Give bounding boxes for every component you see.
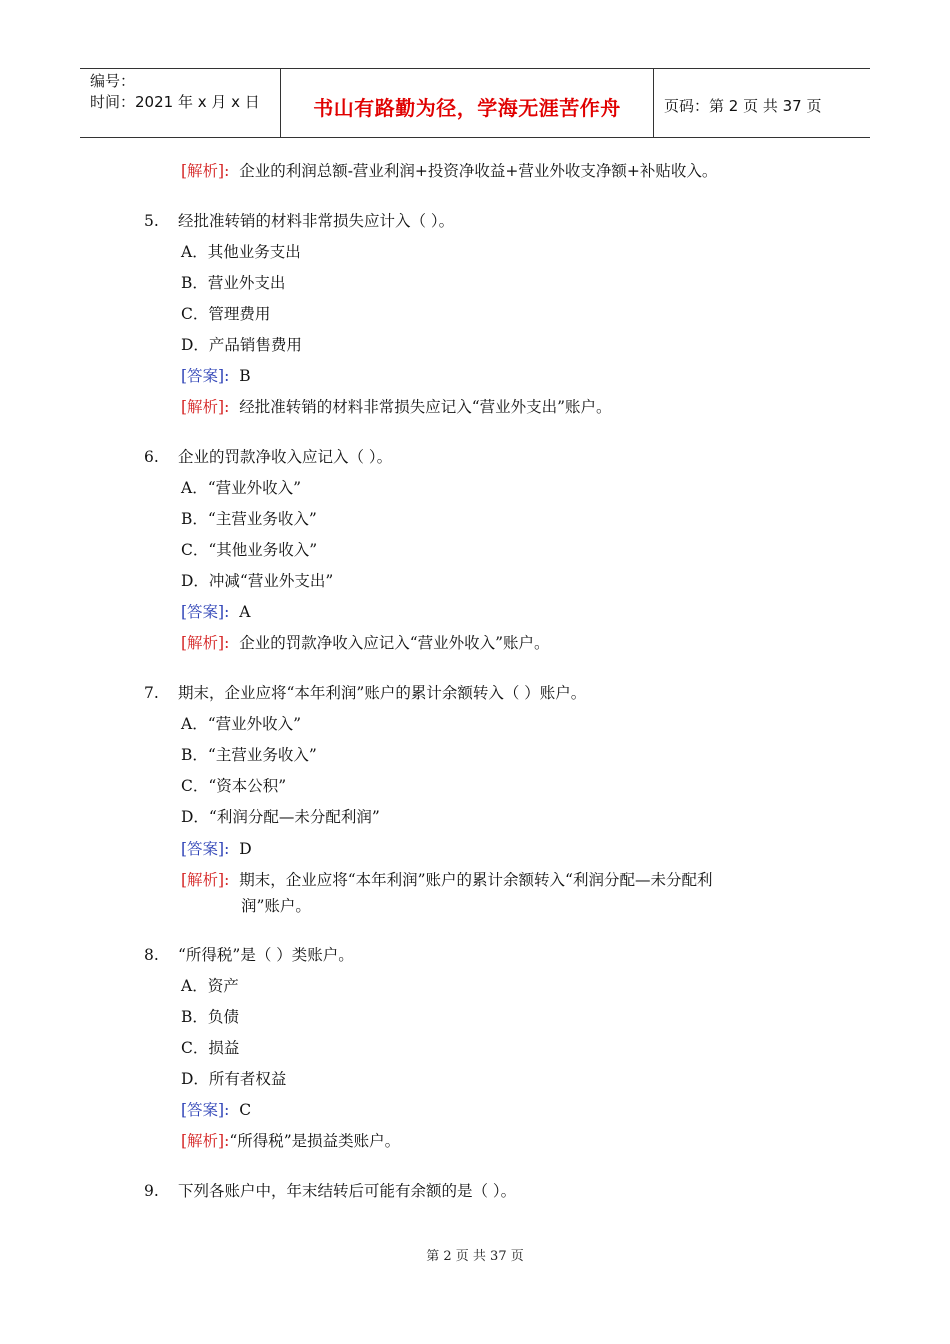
- code-label: 编号：: [90, 72, 136, 90]
- answer-tag: [答案]:: [181, 603, 230, 621]
- option-a: A．“营业外收入”: [181, 715, 302, 733]
- option-b: B．营业外支出: [181, 274, 286, 292]
- explain-tag: [解析]:: [181, 398, 230, 416]
- question-number: 8.: [144, 946, 159, 964]
- option-c: C．“资本公积”: [181, 777, 287, 795]
- page-header: [80, 68, 870, 138]
- explain-row: [181, 396, 612, 418]
- date-label: 时间：2021 年 x 月 x 日: [90, 93, 260, 111]
- question-number: 6.: [144, 448, 159, 466]
- answer-value: C: [239, 1101, 252, 1119]
- option-b: B．“主营业务收入”: [181, 510, 317, 528]
- question-8: [144, 944, 354, 966]
- answer-tag: [答案]:: [181, 1101, 230, 1119]
- question-text: “所得税”是（ ）类账户。: [178, 946, 354, 964]
- answer-tag: [答案]:: [181, 367, 230, 385]
- answer-row: [181, 838, 252, 860]
- question-text: 经批准转销的材料非常损失应计入（ ）。: [178, 212, 455, 230]
- header-meta: [80, 69, 281, 137]
- question-6: [144, 446, 392, 468]
- option-b: B．负债: [181, 1008, 239, 1026]
- explain-text: 企业的利润总额-营业利润+投资净收益+营业外收支净额+补贴收入。: [239, 162, 718, 180]
- question-text: 企业的罚款净收入应记入（ ）。: [178, 448, 393, 466]
- explain-row: [181, 869, 712, 891]
- explain-row: [181, 632, 550, 654]
- option-d: D．“利润分配—未分配利润”: [181, 808, 380, 826]
- answer-value: D: [239, 840, 252, 858]
- option-c: C．损益: [181, 1039, 240, 1057]
- question-7: [144, 682, 586, 704]
- option-d: D．所有者权益: [181, 1070, 287, 1088]
- question-number: 9.: [144, 1182, 159, 1200]
- page-footer: 第 2 页 共 37 页: [426, 1249, 524, 1264]
- explain-text: 经批准转销的材料非常损失应记入“营业外支出”账户。: [239, 398, 612, 416]
- option-c: C．“其他业务收入”: [181, 541, 318, 559]
- question-number: 5.: [144, 212, 159, 230]
- question-9: [144, 1180, 516, 1202]
- explain-text: 企业的罚款净收入应记入“营业外收入”账户。: [239, 634, 550, 652]
- header-motto: 书山有路勤为径，学海无涯苦作舟: [281, 69, 654, 137]
- explain-text-cont: 润”账户。: [241, 897, 311, 915]
- answer-value: A: [239, 603, 251, 621]
- option-d: D．冲减“营业外支出”: [181, 572, 334, 590]
- answer-row: [181, 601, 250, 623]
- option-a: A．资产: [181, 977, 239, 995]
- explain-tag: [解析]:: [181, 162, 230, 180]
- answer-row: [181, 365, 251, 387]
- question-5: [144, 210, 454, 232]
- option-a: A．“营业外收入”: [181, 479, 302, 497]
- explain-row: [181, 1130, 400, 1152]
- question-text: 下列各账户中，年末结转后可能有余额的是（ ）。: [178, 1182, 517, 1200]
- explain-tag: [解析]:: [181, 871, 230, 889]
- option-b: B．“主营业务收入”: [181, 746, 317, 764]
- question-text: 期末，企业应将“本年利润”账户的累计余额转入（ ）账户。: [178, 684, 587, 702]
- explain-tag: [解析]:: [181, 634, 230, 652]
- answer-tag: [答案]:: [181, 840, 230, 858]
- answer-row: [181, 1099, 251, 1121]
- explain-text: 期末，企业应将“本年利润”账户的累计余额转入“利润分配—未分配利: [239, 871, 713, 889]
- explain-tag: [解析]:: [181, 1132, 230, 1150]
- question-number: 7.: [144, 684, 159, 702]
- intro-explain: [181, 160, 717, 182]
- option-c: C．管理费用: [181, 305, 271, 323]
- option-a: A．其他业务支出: [181, 243, 301, 261]
- answer-value: B: [239, 367, 251, 385]
- explain-text: “所得税”是损益类账户。: [229, 1132, 401, 1150]
- header-page-info: 页码：第 2 页 共 37 页: [664, 96, 822, 115]
- option-d: D．产品销售费用: [181, 336, 302, 354]
